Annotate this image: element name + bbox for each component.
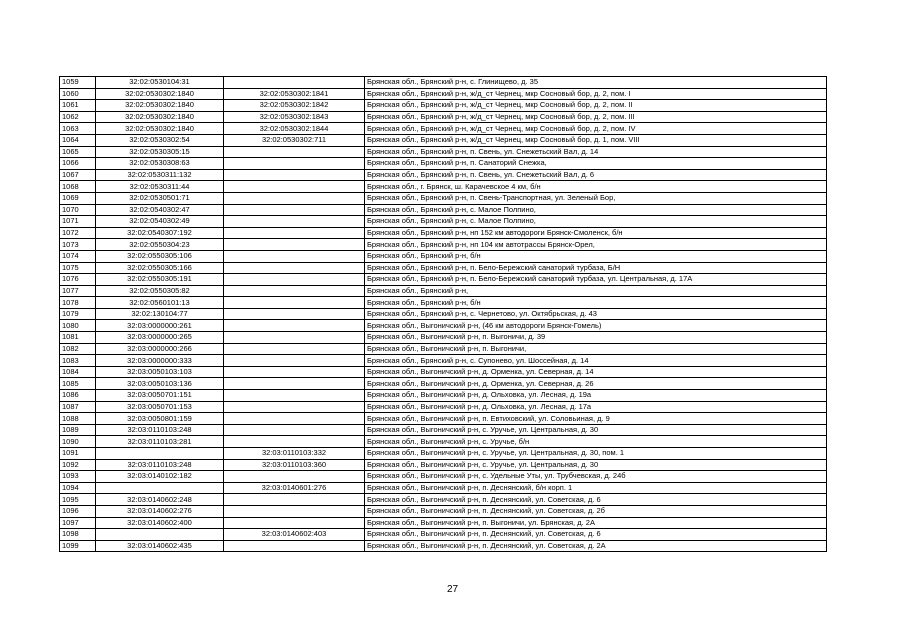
building-number-cell xyxy=(224,505,365,517)
table-row xyxy=(60,262,827,274)
parcel-number-cell: 32:02:0530501:71 xyxy=(96,192,224,204)
building-number-cell xyxy=(224,413,365,425)
table-row xyxy=(60,227,827,239)
parcel-number-cell: 32:03:0110103:281 xyxy=(96,436,224,448)
parcel-number-cell: 32:03:0140602:276 xyxy=(96,505,224,517)
row-number-cell: 1071 xyxy=(60,216,96,228)
row-number-cell: 1069 xyxy=(60,192,96,204)
parcel-number-cell: 32:02:0530305:15 xyxy=(96,146,224,158)
building-number-cell: 32:03:0110103:332 xyxy=(224,448,365,460)
table-body xyxy=(60,77,827,552)
row-number-cell: 1062 xyxy=(60,111,96,123)
row-number-cell: 1097 xyxy=(60,517,96,529)
address-cell: Брянская обл., Брянский р-н, с. Супонево, ул. Шоссейная, д. 14 xyxy=(365,355,827,367)
table-row xyxy=(60,505,827,517)
parcel-number-cell: 32:03:0110103:248 xyxy=(96,424,224,436)
table-row xyxy=(60,332,827,344)
row-number-cell: 1074 xyxy=(60,250,96,262)
table-row xyxy=(60,355,827,367)
row-number-cell: 1083 xyxy=(60,355,96,367)
address-cell: Брянская обл., Выгоничский р-н, с. Уручье, ул. Центральная, д. 30, пом. 1 xyxy=(365,448,827,460)
row-number-cell: 1086 xyxy=(60,390,96,402)
parcel-number-cell: 32:03:0050801:159 xyxy=(96,413,224,425)
parcel-number-cell: 32:03:0050701:151 xyxy=(96,390,224,402)
address-cell: Брянская обл., Брянский р-н, ж/д_ст Чернец, мкр Сосновый бор, д. 1, пом. VIII xyxy=(365,134,827,146)
parcel-number-cell: 32:02:0530302:1840 xyxy=(96,123,224,135)
parcel-number-cell: 32:02:0530302:54 xyxy=(96,134,224,146)
building-number-cell: 32:02:0530302:1842 xyxy=(224,100,365,112)
address-cell: Брянская обл., Выгоничский р-н, п. Деснянский, ул. Советская, д. 2А xyxy=(365,540,827,552)
address-cell: Брянская обл., Выгоничский р-н, п. Деснянский, ул. Советская, д. 6 xyxy=(365,529,827,541)
building-number-cell: 32:03:0110103:360 xyxy=(224,459,365,471)
parcel-number-cell: 32:02:0530302:1840 xyxy=(96,111,224,123)
address-cell: Брянская обл., Брянский р-н, п. Санаторий Снежка, xyxy=(365,158,827,170)
table-row xyxy=(60,413,827,425)
row-number-cell: 1059 xyxy=(60,77,96,89)
address-cell: Брянская обл., Брянский р-н, п. Свень, ул. Снежетьский Вал, д. 6 xyxy=(365,169,827,181)
building-number-cell xyxy=(224,517,365,529)
address-cell: Брянская обл., Брянский р-н, б/н xyxy=(365,250,827,262)
parcel-number-cell: 32:02:0550305:106 xyxy=(96,250,224,262)
building-number-cell xyxy=(224,216,365,228)
table-row xyxy=(60,390,827,402)
row-number-cell: 1079 xyxy=(60,308,96,320)
row-number-cell: 1067 xyxy=(60,169,96,181)
row-number-cell: 1085 xyxy=(60,378,96,390)
parcel-number-cell: 32:03:0140602:248 xyxy=(96,494,224,506)
building-number-cell: 32:03:0140602:403 xyxy=(224,529,365,541)
building-number-cell: 32:03:0140601:276 xyxy=(224,482,365,494)
table-row xyxy=(60,297,827,309)
building-number-cell xyxy=(224,355,365,367)
building-number-cell xyxy=(224,77,365,89)
row-number-cell: 1084 xyxy=(60,366,96,378)
row-number-cell: 1093 xyxy=(60,471,96,483)
parcel-number-cell: 32:03:0000000:265 xyxy=(96,332,224,344)
row-number-cell: 1063 xyxy=(60,123,96,135)
table-row xyxy=(60,320,827,332)
row-number-cell: 1068 xyxy=(60,181,96,193)
table-row xyxy=(60,482,827,494)
address-cell: Брянская обл., Выгоничский р-н, п. Выгоничи, xyxy=(365,343,827,355)
row-number-cell: 1089 xyxy=(60,424,96,436)
table-row xyxy=(60,436,827,448)
address-cell: Брянская обл., Выгоничский р-н, д. Ольховка, ул. Лесная, д. 17а xyxy=(365,401,827,413)
building-number-cell xyxy=(224,169,365,181)
parcel-number-cell: 32:03:0110103:248 xyxy=(96,459,224,471)
row-number-cell: 1096 xyxy=(60,505,96,517)
address-cell: Брянская обл., Брянский р-н, п. Свень, ул. Снежетьский Вал, д. 14 xyxy=(365,146,827,158)
table-row xyxy=(60,494,827,506)
parcel-number-cell: 32:03:0050103:136 xyxy=(96,378,224,390)
building-number-cell xyxy=(224,146,365,158)
parcel-number-cell: 32:02:0550305:191 xyxy=(96,274,224,286)
parcel-number-cell: 32:02:0530302:1840 xyxy=(96,100,224,112)
address-cell: Брянская обл., Выгоничский р-н, с. Удельные Уты, ул. Трубчевская, д. 24б xyxy=(365,471,827,483)
address-cell: Брянская обл., Брянский р-н, п. Бело-Бережский санаторий турбаза, ул. Центральная, д. 17А xyxy=(365,274,827,286)
row-number-cell: 1072 xyxy=(60,227,96,239)
address-cell: Брянская обл., Брянский р-н, xyxy=(365,285,827,297)
page-number: 27 xyxy=(446,584,459,595)
table-row xyxy=(60,204,827,216)
address-cell: Брянская обл., Выгоничский р-н, д. Орменка, ул. Северная, д. 26 xyxy=(365,378,827,390)
building-number-cell xyxy=(224,320,365,332)
parcel-number-cell: 32:03:0000000:333 xyxy=(96,355,224,367)
address-cell: Брянская обл., Брянский р-н, ж/д_ст Чернец, мкр Сосновый бор, д. 2, пом. I xyxy=(365,88,827,100)
address-cell: Брянская обл., Брянский р-н, ж/д_ст Чернец, мкр Сосновый бор, д. 2, пом. III xyxy=(365,111,827,123)
address-cell: Брянская обл., Выгоничский р-н, с. Уручье, б/н xyxy=(365,436,827,448)
row-number-cell: 1073 xyxy=(60,239,96,251)
row-number-cell: 1078 xyxy=(60,297,96,309)
building-number-cell xyxy=(224,424,365,436)
table-row xyxy=(60,216,827,228)
address-cell: Брянская обл., Выгоничский р-н, п. Евтиховский, ул. Соловьиная, д. 9 xyxy=(365,413,827,425)
table-row xyxy=(60,123,827,135)
building-number-cell xyxy=(224,262,365,274)
table-row xyxy=(60,378,827,390)
row-number-cell: 1064 xyxy=(60,134,96,146)
parcel-number-cell: 32:02:0550305:82 xyxy=(96,285,224,297)
parcel-number-cell xyxy=(96,448,224,460)
table-row xyxy=(60,517,827,529)
cadastral-table xyxy=(59,76,827,552)
parcel-number-cell: 32:02:0540302:49 xyxy=(96,216,224,228)
table-row xyxy=(60,77,827,89)
row-number-cell: 1090 xyxy=(60,436,96,448)
parcel-number-cell: 32:02:0530104:31 xyxy=(96,77,224,89)
table-row xyxy=(60,158,827,170)
row-number-cell: 1076 xyxy=(60,274,96,286)
address-cell: Брянская обл., г. Брянск, ш. Карачевское 4 км, б/н xyxy=(365,181,827,193)
parcel-number-cell: 32:02:0550304:23 xyxy=(96,239,224,251)
row-number-cell: 1099 xyxy=(60,540,96,552)
address-cell: Брянская обл., Выгоничский р-н, д. Ольховка, ул. Лесная, д. 19а xyxy=(365,390,827,402)
building-number-cell xyxy=(224,390,365,402)
address-cell: Брянская обл., Выгоничский р-н, п. Деснянский, б/н корп. 1 xyxy=(365,482,827,494)
table-row xyxy=(60,239,827,251)
table-row xyxy=(60,471,827,483)
address-cell: Брянская обл., Выгоничский р-н, п. Выгоничи, ул. Брянская, д. 2А xyxy=(365,517,827,529)
building-number-cell xyxy=(224,297,365,309)
table-row xyxy=(60,529,827,541)
table-row xyxy=(60,169,827,181)
building-number-cell: 32:02:0530302:1843 xyxy=(224,111,365,123)
building-number-cell xyxy=(224,227,365,239)
parcel-number-cell: 32:03:0140102:182 xyxy=(96,471,224,483)
row-number-cell: 1087 xyxy=(60,401,96,413)
table-row xyxy=(60,366,827,378)
building-number-cell: 32:02:0530302:1844 xyxy=(224,123,365,135)
address-cell: Брянская обл., Брянский р-н, с. Малое Полпино, xyxy=(365,204,827,216)
building-number-cell xyxy=(224,540,365,552)
parcel-number-cell: 32:03:0050103:103 xyxy=(96,366,224,378)
parcel-number-cell xyxy=(96,529,224,541)
parcel-number-cell: 32:02:0540302:47 xyxy=(96,204,224,216)
address-cell: Брянская обл., Брянский р-н, нп 152 км автодороги Брянск-Смоленск, б/н xyxy=(365,227,827,239)
address-cell: Брянская обл., Выгоничский р-н, с. Уручье, ул. Центральная, д. 30 xyxy=(365,424,827,436)
address-cell: Брянская обл., Выгоничский р-н, п. Деснянский, ул. Советская, д. 6 xyxy=(365,494,827,506)
row-number-cell: 1091 xyxy=(60,448,96,460)
table-row xyxy=(60,459,827,471)
parcel-number-cell xyxy=(96,482,224,494)
building-number-cell: 32:02:0530302:1841 xyxy=(224,88,365,100)
building-number-cell xyxy=(224,285,365,297)
address-cell: Брянская обл., Брянский р-н, с. Чернетово, ул. Октябрьская, д. 43 xyxy=(365,308,827,320)
address-cell: Брянская обл., Выгоничский р-н, д. Орменка, ул. Северная, д. 14 xyxy=(365,366,827,378)
table-row xyxy=(60,285,827,297)
table-row xyxy=(60,100,827,112)
row-number-cell: 1066 xyxy=(60,158,96,170)
parcel-number-cell: 32:02:0530311:44 xyxy=(96,181,224,193)
parcel-number-cell: 32:02:0530302:1840 xyxy=(96,88,224,100)
address-cell: Брянская обл., Брянский р-н, с. Малое Полпино, xyxy=(365,216,827,228)
parcel-number-cell: 32:03:0140602:400 xyxy=(96,517,224,529)
row-number-cell: 1082 xyxy=(60,343,96,355)
table-row xyxy=(60,250,827,262)
row-number-cell: 1070 xyxy=(60,204,96,216)
row-number-cell: 1095 xyxy=(60,494,96,506)
building-number-cell xyxy=(224,401,365,413)
parcel-number-cell: 32:03:0000000:266 xyxy=(96,343,224,355)
row-number-cell: 1092 xyxy=(60,459,96,471)
parcel-number-cell: 32:02:0530308:63 xyxy=(96,158,224,170)
building-number-cell xyxy=(224,436,365,448)
table-row xyxy=(60,134,827,146)
row-number-cell: 1060 xyxy=(60,88,96,100)
parcel-number-cell: 32:03:0140602:435 xyxy=(96,540,224,552)
table-row xyxy=(60,448,827,460)
row-number-cell: 1098 xyxy=(60,529,96,541)
row-number-cell: 1081 xyxy=(60,332,96,344)
address-cell: Брянская обл., Выгоничский р-н, с. Уручье, ул. Центральная, д. 30 xyxy=(365,459,827,471)
table-row xyxy=(60,111,827,123)
parcel-number-cell: 32:02:0550305:166 xyxy=(96,262,224,274)
table-row xyxy=(60,343,827,355)
table-row xyxy=(60,88,827,100)
building-number-cell xyxy=(224,308,365,320)
building-number-cell xyxy=(224,378,365,390)
building-number-cell xyxy=(224,332,365,344)
parcel-number-cell: 32:03:0050701:153 xyxy=(96,401,224,413)
table-row xyxy=(60,274,827,286)
table-row xyxy=(60,540,827,552)
address-cell: Брянская обл., Брянский р-н, п. Свень-Транспортная, ул. Зеленый Бор, xyxy=(365,192,827,204)
row-number-cell: 1077 xyxy=(60,285,96,297)
table-row xyxy=(60,308,827,320)
address-cell: Брянская обл., Брянский р-н, нп 104 км автотрассы Брянск-Орел, xyxy=(365,239,827,251)
row-number-cell: 1088 xyxy=(60,413,96,425)
address-cell: Брянская обл., Брянский р-н, п. Бело-Бережский санаторий турбаза, Б/Н xyxy=(365,262,827,274)
building-number-cell xyxy=(224,250,365,262)
building-number-cell xyxy=(224,471,365,483)
table-row xyxy=(60,181,827,193)
row-number-cell: 1080 xyxy=(60,320,96,332)
address-cell: Брянская обл., Брянский р-н, б/н xyxy=(365,297,827,309)
table-row xyxy=(60,146,827,158)
address-cell: Брянская обл., Брянский р-н, ж/д_ст Чернец, мкр Сосновый бор, д. 2, пом. II xyxy=(365,100,827,112)
address-cell: Брянская обл., Выгоничский р-н, (46 км автодороги Брянск-Гомель) xyxy=(365,320,827,332)
parcel-number-cell: 32:02:0530311:132 xyxy=(96,169,224,181)
building-number-cell xyxy=(224,204,365,216)
parcel-number-cell: 32:02:130104:77 xyxy=(96,308,224,320)
building-number-cell: 32:02:0530302:711 xyxy=(224,134,365,146)
building-number-cell xyxy=(224,158,365,170)
address-cell: Брянская обл., Выгоничский р-н, п. Выгоничи, д. 39 xyxy=(365,332,827,344)
building-number-cell xyxy=(224,192,365,204)
table-row xyxy=(60,192,827,204)
address-cell: Брянская обл., Брянский р-н, ж/д_ст Чернец, мкр Сосновый бор, д. 2, пом. IV xyxy=(365,123,827,135)
building-number-cell xyxy=(224,343,365,355)
address-cell: Брянская обл., Брянский р-н, с. Глинищево, д. 35 xyxy=(365,77,827,89)
table-row xyxy=(60,424,827,436)
building-number-cell xyxy=(224,239,365,251)
row-number-cell: 1094 xyxy=(60,482,96,494)
row-number-cell: 1061 xyxy=(60,100,96,112)
building-number-cell xyxy=(224,366,365,378)
address-cell: Брянская обл., Выгоничский р-н, п. Деснянский, ул. Советская, д. 2б xyxy=(365,505,827,517)
parcel-number-cell: 32:02:0560101:13 xyxy=(96,297,224,309)
table-row xyxy=(60,401,827,413)
parcel-number-cell: 32:03:0000000:261 xyxy=(96,320,224,332)
row-number-cell: 1075 xyxy=(60,262,96,274)
building-number-cell xyxy=(224,181,365,193)
row-number-cell: 1065 xyxy=(60,146,96,158)
parcel-number-cell: 32:02:0540307:192 xyxy=(96,227,224,239)
building-number-cell xyxy=(224,494,365,506)
building-number-cell xyxy=(224,274,365,286)
